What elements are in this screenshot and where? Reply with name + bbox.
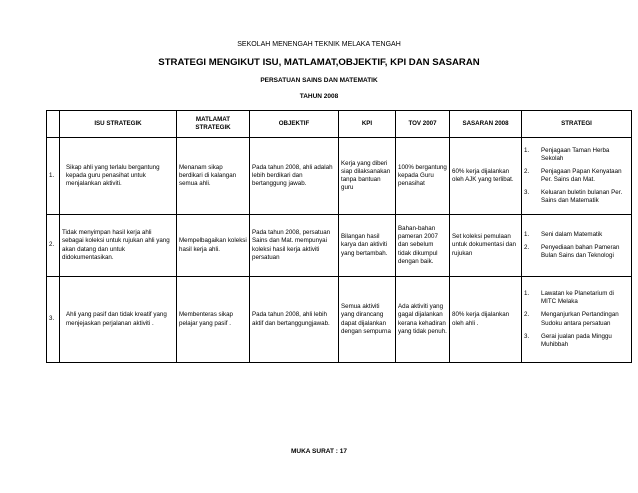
item-number: 2.	[524, 167, 530, 175]
matlamat-cell: Menanam sikap berdikari di kalangan semua ahli.	[177, 138, 250, 215]
strategi-cell	[522, 215, 632, 277]
header-isu-strategik: ISU STRATEGIK	[60, 111, 177, 138]
sasaran-cell: 80% kerja dijalankan oleh ahli .	[450, 277, 522, 363]
tov-cell: Bahan-bahan pameran 2007 dan sebelum tidak dikumpul dengan baik.	[396, 215, 450, 277]
item-number: 3.	[524, 332, 530, 340]
item-text: Penjagaan Papan Kenyataan Per. Sains dan Mat.	[541, 167, 622, 183]
header-tov-2007: TOV 2007	[396, 111, 450, 138]
header-strategi: STRATEGI	[522, 111, 632, 138]
header-matlamat-strategik: MATLAMAT STRATEGIK	[177, 111, 250, 138]
sasaran-cell: Set koleksi pemulaan untuk dokumentasi dan rujukan	[450, 215, 522, 277]
table-row	[47, 277, 632, 363]
row-number: 3.	[47, 277, 60, 363]
item-text: Penjagaan Taman Herba Sekolah	[541, 146, 610, 162]
row-number: 2.	[47, 215, 60, 277]
item-text: Seni dalam Matematik	[541, 230, 603, 238]
item-text: Gerai jualan pada Minggu Muhibbah	[541, 332, 612, 348]
strategi-cell	[522, 277, 632, 363]
item-number: 2.	[524, 311, 530, 319]
table-row	[47, 215, 632, 277]
list-item	[524, 333, 629, 349]
objektif-cell: Pada tahun 2008, ahli lebih aktif dan bertanggungjawab.	[250, 277, 339, 363]
page-number: MUKA SURAT : 17	[291, 448, 347, 455]
isu-cell: Sikap ahli yang terlalu bergantung kepada guru penasihat untuk menjalankan aktiviti.	[60, 138, 177, 215]
list-item	[524, 147, 629, 163]
objektif-cell: Pada tahun 2008, ahli adalah lebih berdikari dan bertanggung jawab.	[250, 138, 339, 215]
list-item	[524, 311, 629, 327]
list-item	[524, 244, 629, 260]
header-no	[47, 111, 60, 138]
item-number: 1.	[524, 230, 530, 238]
item-text: Lawatan ke Planetarium di MITC Melaka	[541, 290, 614, 306]
school-name: SEKOLAH MENENGAH TEKNIK MELAKA TENGAH	[237, 41, 401, 48]
item-number: 3.	[524, 189, 530, 197]
objektif-cell: Pada tahun 2008, persatuan Sains dan Mat. mempunyai koleksi hasil kerja aktiviti persatuan	[250, 215, 339, 277]
list-item	[524, 189, 629, 205]
kpi-cell: Kerja yang diberi siap dilaksanakan tanpa bantuan guru	[339, 138, 396, 215]
table-row	[47, 138, 632, 215]
year-label: TAHUN 2008	[299, 93, 339, 100]
matlamat-cell: Mempelbagaikan koleksi hasil kerja ahli.	[177, 215, 250, 277]
list-item	[524, 231, 629, 239]
tov-cell: Ada aktiviti yang gagal dijalankan kerana kehadiran yang tidak penuh.	[396, 277, 450, 363]
isu-cell: Tidak menyimpan hasil kerja ahli sebagai koleksi untuk rujukan ahli yang akan datang dan untuk didokumentasikan.	[60, 215, 177, 277]
sasaran-cell: 60% kerja dijalankan oleh AJK yang terlibat.	[450, 138, 522, 215]
item-number: 1.	[524, 290, 530, 298]
matlamat-cell: Membenteras sikap pelajar yang pasif .	[177, 277, 250, 363]
isu-cell: Ahli yang pasif dan tidak kreatif yang menjejaskan perjalanan aktiviti .	[60, 277, 177, 363]
item-number: 2.	[524, 243, 530, 251]
list-item	[524, 290, 629, 306]
item-text: Penyediaan bahan Pameran Bulan Sains dan Teknologi	[541, 243, 620, 260]
row-number: 1.	[47, 138, 60, 215]
header-kpi: KPI	[339, 111, 396, 138]
kpi-cell: Bilangan hasil karya dan aktiviti yang bertambah.	[339, 215, 396, 277]
strategi-cell	[522, 138, 632, 215]
table-header-row	[47, 111, 632, 138]
item-number: 1.	[524, 146, 530, 154]
header-sasaran-2008: SASARAN 2008	[450, 111, 522, 138]
tov-cell: 100% bergantung kepada Guru penasihat	[396, 138, 450, 215]
document-title: STRATEGI MENGIKUT ISU, MATLAMAT,OBJEKTIF, KPI DAN SASARAN	[158, 57, 480, 68]
strategi-list	[524, 231, 629, 260]
item-text: Keluaran buletin bulanan Per. Sains dan Matematik	[541, 189, 623, 205]
strategi-list	[524, 290, 629, 349]
list-item	[524, 168, 629, 184]
strategi-list	[524, 147, 629, 206]
kpi-cell: Semua aktiviti yang dirancang dapat dijalankan dengan sempurna	[339, 277, 396, 363]
header-objektif: OBJEKTIF	[250, 111, 339, 138]
item-text: Menganjurkan Pertandingan Sudoku antara persatuan	[541, 311, 619, 327]
strategy-table	[46, 110, 632, 363]
association-name: PERSATUAN SAINS DAN MATEMATIK	[260, 77, 378, 84]
